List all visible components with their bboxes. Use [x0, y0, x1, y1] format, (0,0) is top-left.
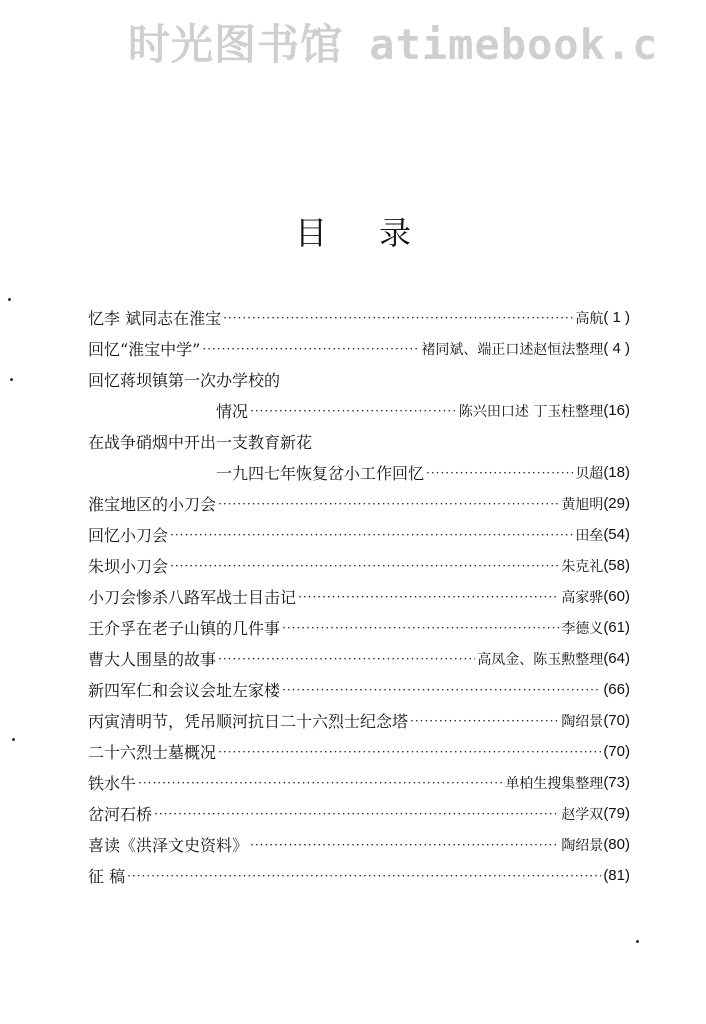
toc-entry-title: 回忆蒋坝镇第一次办学校的 [88, 371, 281, 390]
dot-leader [410, 714, 559, 728]
toc-entry-title: 王介孚在老子山镇的几件事 [88, 619, 281, 638]
toc-entry-page: (81) [603, 867, 630, 884]
dot-leader [218, 652, 475, 666]
dot-leader [218, 745, 601, 759]
toc-entry[interactable] [88, 519, 630, 550]
toc-entry-author: 贝超 [575, 465, 604, 482]
toc-entry-page: (54) [603, 526, 630, 543]
toc-entry[interactable] [88, 736, 630, 767]
toc-entry-page: ( 1 ) [603, 309, 630, 326]
toc-entry-title: 回忆小刀会 [88, 526, 169, 545]
toc-entry-title: 曹大人围垦的故事 [88, 650, 217, 669]
toc-entry-page: (64) [603, 650, 630, 667]
toc-entry[interactable] [88, 767, 630, 798]
dot-leader [426, 466, 573, 480]
toc-entry[interactable] [88, 643, 630, 674]
toc-entry-author: 陶绍景 [561, 837, 604, 854]
toc-entry-title: 铁水牛 [88, 774, 137, 793]
toc-entry-page: (66) [603, 681, 630, 698]
toc-entry-title: 征 稿 [88, 867, 126, 886]
toc-entry-continuation[interactable] [88, 395, 630, 426]
toc-entry-page: (16) [603, 402, 630, 419]
dot-leader [202, 342, 419, 356]
toc-entry-author: 褚同斌、端正口述赵恒法整理 [421, 341, 604, 358]
toc-entry-page: (70) [603, 743, 630, 760]
toc-entry[interactable] [88, 612, 630, 643]
scan-speck [10, 378, 13, 381]
dot-leader [127, 869, 601, 883]
toc-entry-title: 朱坝小刀会 [88, 557, 169, 576]
dot-leader [218, 497, 559, 511]
toc-entry-author: 黄旭明 [561, 496, 604, 513]
toc-entry-author: 高航 [575, 310, 604, 327]
toc-entry[interactable] [88, 798, 630, 829]
dot-leader [282, 683, 601, 697]
toc-entry-page: (70) [603, 712, 630, 729]
table-of-contents [88, 302, 630, 891]
toc-entry-author: 李德义 [561, 620, 604, 637]
toc-entry-page: (80) [603, 836, 630, 853]
toc-entry-title: 情况 [216, 402, 249, 421]
toc-entry[interactable] [88, 829, 630, 860]
toc-entry[interactable] [88, 488, 630, 519]
toc-entry-page: (73) [603, 774, 630, 791]
toc-entry[interactable] [88, 550, 630, 581]
dot-leader [170, 528, 573, 542]
dot-leader [298, 590, 559, 604]
toc-entry[interactable] [88, 674, 630, 705]
toc-entry-author: 陶绍景 [561, 713, 604, 730]
toc-entry-page: (61) [603, 619, 630, 636]
toc-entry-page: (79) [603, 805, 630, 822]
toc-entry-title: 丙寅清明节，凭吊顺河抗日二十六烈士纪念塔 [88, 712, 409, 731]
toc-entry-page: ( 4 ) [603, 340, 630, 357]
dot-leader [250, 838, 559, 852]
toc-entry[interactable] [88, 705, 630, 736]
dot-leader [170, 559, 559, 573]
toc-entry[interactable] [88, 364, 630, 395]
toc-entry-title: 在战争硝烟中开出一支教育新花 [88, 433, 313, 452]
toc-entry-author: 赵学双 [561, 806, 604, 823]
toc-entry[interactable] [88, 581, 630, 612]
toc-entry-title: 小刀会惨杀八路军战士目击记 [88, 588, 297, 607]
toc-entry-author: 高家骅 [561, 589, 604, 606]
toc-entry[interactable] [88, 860, 630, 891]
toc-entry-author: 单柏生搜集整理 [505, 775, 604, 792]
toc-entry-author: 陈兴田口述 丁玉柱整理 [458, 403, 604, 420]
toc-entry-title: 忆李 斌同志在淮宝 [88, 309, 222, 328]
toc-entry[interactable] [88, 333, 630, 364]
toc-entry-continuation[interactable] [88, 457, 630, 488]
toc-entry-page: (60) [603, 588, 630, 605]
scan-speck [12, 738, 15, 741]
dot-leader [154, 807, 559, 821]
toc-entry[interactable] [88, 426, 630, 457]
toc-entry-title: 一九四七年恢复岔小工作回忆 [216, 464, 425, 483]
toc-entry-page: (18) [603, 464, 630, 481]
dot-leader [282, 621, 559, 635]
toc-entry-page: (58) [603, 557, 630, 574]
toc-entry-title: 二十六烈士墓概况 [88, 743, 217, 762]
scan-speck [636, 940, 639, 943]
scan-speck [8, 298, 11, 301]
toc-entry-title: 回忆“淮宝中学” [88, 340, 201, 359]
toc-entry-title: 新四军仁和会议会址左家楼 [88, 681, 281, 700]
toc-entry-author: 田垒 [575, 527, 604, 544]
toc-entry-author: 朱克礼 [561, 558, 604, 575]
watermark: 时光图书馆 atimebook.c [128, 20, 659, 69]
toc-entry[interactable] [88, 302, 630, 333]
toc-entry-title: 淮宝地区的小刀会 [88, 495, 217, 514]
page-title: 目录 [294, 214, 463, 252]
toc-entry-title: 岔河石桥 [88, 805, 153, 824]
toc-entry-page: (29) [603, 495, 630, 512]
dot-leader [223, 311, 573, 325]
toc-entry-title: 喜读《洪泽文史资料》 [88, 836, 249, 855]
dot-leader [250, 404, 457, 418]
toc-entry-author: 高凤金、陈玉勲整理 [477, 651, 604, 668]
dot-leader [138, 776, 503, 790]
